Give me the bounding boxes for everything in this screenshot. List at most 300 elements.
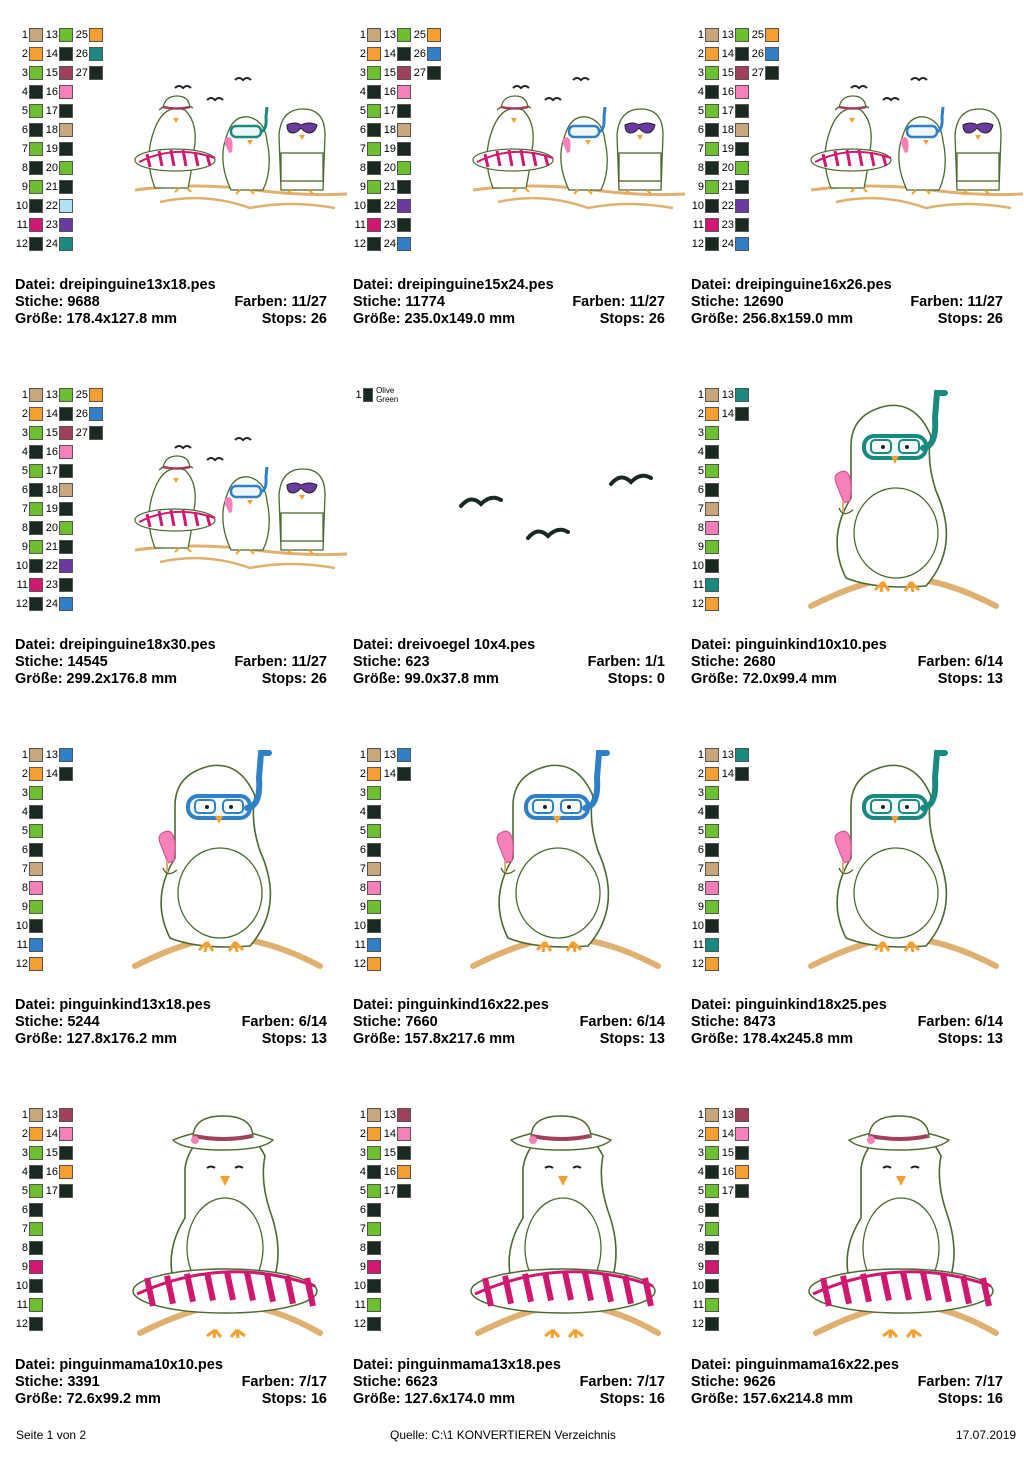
design-info [15, 997, 327, 1048]
size-line: Größe: 72.0x99.4 mm Stops: 13 [691, 671, 1003, 687]
stops-value: Stops: 16 [261, 1391, 327, 1407]
thread-color-swatch [351, 862, 381, 876]
thread-number: 1 [359, 1109, 366, 1121]
thread-color-swatch [43, 218, 73, 232]
thread-number: 2 [359, 1128, 366, 1140]
design-info [353, 1357, 665, 1408]
thread-color-swatch [13, 1317, 43, 1331]
thread-color-swatch [689, 180, 719, 194]
design-card [15, 28, 345, 388]
thread-color-box [705, 1165, 719, 1179]
thread-color-swatch [13, 142, 43, 156]
thread-color-swatch [689, 28, 719, 42]
thread-color-swatch [689, 445, 719, 459]
thread-color-box [29, 388, 43, 402]
thread-color-box [29, 748, 43, 762]
thread-number: 14 [721, 48, 734, 60]
thread-color-swatch [13, 426, 43, 440]
thread-color-swatch [719, 161, 749, 175]
thread-color-swatch [749, 28, 779, 42]
thread-color-box [367, 1146, 381, 1160]
thread-color-swatch [689, 1222, 719, 1236]
thread-number: 25 [751, 29, 764, 41]
thread-number: 17 [45, 105, 58, 117]
thread-color-swatch [351, 218, 381, 232]
thread-color-box [397, 161, 411, 175]
thread-color-swatch [689, 1184, 719, 1198]
thread-number: 5 [697, 465, 704, 477]
thread-color-box [29, 540, 43, 554]
embroidery-preview [453, 388, 685, 623]
thread-color-swatch [381, 104, 411, 118]
thread-color-swatch [381, 218, 411, 232]
thread-color-swatch [351, 900, 381, 914]
thread-number: 17 [45, 1185, 58, 1197]
thread-color-box [29, 483, 43, 497]
thread-color-box [397, 180, 411, 194]
thread-number: 14 [45, 768, 58, 780]
thread-color-swatch [351, 1108, 381, 1122]
thread-number: 14 [721, 768, 734, 780]
design-card [15, 1108, 345, 1468]
thread-number: 3 [697, 67, 704, 79]
thread-color-swatch [43, 748, 73, 762]
thread-color-box [705, 938, 719, 952]
thread-number: 23 [383, 219, 396, 231]
thread-color-swatch [749, 47, 779, 61]
thread-color-box [29, 47, 43, 61]
thread-color-swatch [13, 85, 43, 99]
thread-color-swatch [351, 824, 381, 838]
stops-value: Stops: 16 [937, 1391, 1003, 1407]
thread-color-box [705, 161, 719, 175]
thread-color-box [735, 1184, 749, 1198]
thread-color-box [29, 786, 43, 800]
thread-number: 7 [359, 1223, 366, 1235]
thread-number: 11 [16, 219, 28, 231]
thread-color-box [29, 1298, 43, 1312]
thread-color-box [29, 1260, 43, 1274]
thread-color-box [427, 28, 441, 42]
thread-color-box [427, 66, 441, 80]
thread-number: 7 [697, 863, 704, 875]
thread-color-swatch [13, 66, 43, 80]
thread-color-box [59, 521, 73, 535]
thread-number: 13 [383, 749, 396, 761]
thread-color-box [705, 767, 719, 781]
thread-color-swatch [43, 180, 73, 194]
thread-number: 26 [75, 48, 88, 60]
thread-color-box [705, 123, 719, 137]
thread-color-box [367, 237, 381, 251]
thread-color-box [367, 1298, 381, 1312]
thread-color-box [29, 464, 43, 478]
stitches-line: Stiche: 3391 Farben: 7/17 [15, 1374, 327, 1390]
stitches-line: Stiche: 14545 Farben: 11/27 [15, 654, 327, 670]
thread-number: 21 [721, 181, 734, 193]
thread-color-swatch [689, 1317, 719, 1331]
thread-number: 11 [16, 939, 28, 951]
thread-color-swatch [689, 142, 719, 156]
stitches-line: Stiche: 12690 Farben: 11/27 [691, 294, 1003, 310]
thread-color-box [59, 1184, 73, 1198]
embroidery-preview [791, 1108, 1023, 1343]
file-line: Datei: pinguinmama10x10.pes [15, 1357, 223, 1373]
thread-color-box [59, 66, 73, 80]
thread-number: 23 [45, 579, 58, 591]
thread-number: 16 [45, 86, 58, 98]
thread-color-box [705, 104, 719, 118]
thread-color-box [367, 1317, 381, 1331]
thread-color-box [705, 218, 719, 232]
thread-color-swatch [13, 1260, 43, 1274]
thread-color-swatch [13, 1184, 43, 1198]
thread-number: 1 [21, 1109, 28, 1121]
thread-color-box [367, 142, 381, 156]
thread-color-swatch [351, 1165, 381, 1179]
thread-number: 2 [697, 48, 704, 60]
file-line: Datei: pinguinmama16x22.pes [691, 1357, 899, 1373]
thread-number: 27 [413, 67, 426, 79]
thread-color-box [705, 919, 719, 933]
size-line: Größe: 157.8x217.6 mm Stops: 13 [353, 1031, 665, 1047]
colors-value: Farben: 11/27 [234, 294, 327, 310]
thread-color-swatch [351, 1279, 381, 1293]
thread-number: 15 [721, 1147, 734, 1159]
stitches-line: Stiche: 7660 Farben: 6/14 [353, 1014, 665, 1030]
thread-number: 6 [21, 844, 28, 856]
stitches-line: Stiche: 6623 Farben: 7/17 [353, 1374, 665, 1390]
thread-color-box [735, 123, 749, 137]
thread-color-box [367, 1279, 381, 1293]
thread-number: 1 [359, 29, 366, 41]
thread-color-box [705, 1184, 719, 1198]
thread-number: 1 [21, 749, 28, 761]
thread-number: 21 [45, 181, 58, 193]
thread-color-swatch [13, 881, 43, 895]
thread-number: 4 [697, 806, 704, 818]
thread-color-swatch [351, 843, 381, 857]
thread-number: 26 [751, 48, 764, 60]
thread-color-box [705, 28, 719, 42]
thread-color-box [367, 161, 381, 175]
thread-color-box [765, 28, 779, 42]
thread-number: 8 [21, 162, 28, 174]
thread-number: 8 [697, 1242, 704, 1254]
thread-color-box [367, 1203, 381, 1217]
file-line: Datei: pinguinkind10x10.pes [691, 637, 887, 653]
thread-color-box [29, 123, 43, 137]
thread-color-box [705, 1317, 719, 1331]
thread-color-swatch [13, 805, 43, 819]
thread-color-box [705, 1222, 719, 1236]
thread-color-box [59, 1165, 73, 1179]
thread-number: 14 [721, 1128, 734, 1140]
thread-number: 22 [383, 200, 396, 212]
thread-number: 9 [21, 541, 28, 553]
thread-number: 26 [413, 48, 426, 60]
thread-number: 27 [751, 67, 764, 79]
thread-number: 20 [383, 162, 396, 174]
design-card [353, 28, 683, 388]
thread-number: 26 [75, 408, 88, 420]
thread-color-swatch [43, 540, 73, 554]
thread-number: 1 [359, 749, 366, 761]
thread-color-box [367, 1241, 381, 1255]
thread-color-box [367, 218, 381, 232]
thread-color-swatch [73, 407, 103, 421]
thread-number: 14 [383, 1128, 396, 1140]
thread-color-box [29, 237, 43, 251]
thread-color-box [59, 218, 73, 232]
thread-number: 7 [697, 143, 704, 155]
thread-color-swatch [411, 28, 441, 42]
thread-color-swatch [13, 862, 43, 876]
thread-number: 24 [45, 598, 58, 610]
thread-number: 6 [697, 1204, 704, 1216]
thread-color-swatch [719, 1165, 749, 1179]
colors-value: Farben: 11/27 [234, 654, 327, 670]
thread-color-box [735, 407, 749, 421]
thread-number: 19 [383, 143, 396, 155]
thread-color-box [59, 237, 73, 251]
thread-number: 12 [691, 598, 704, 610]
thread-color-swatch [43, 237, 73, 251]
thread-color-box [705, 426, 719, 440]
thread-number: 8 [21, 1242, 28, 1254]
thread-color-swatch [719, 180, 749, 194]
thread-color-box [705, 407, 719, 421]
thread-color-swatch [43, 199, 73, 213]
thread-color-swatch [43, 767, 73, 781]
thread-number: 19 [45, 143, 58, 155]
thread-number: 12 [691, 1318, 704, 1330]
thread-color-box [705, 957, 719, 971]
design-info [15, 1357, 327, 1408]
thread-color-box [705, 843, 719, 857]
thread-color-swatch [13, 1203, 43, 1217]
stops-value: Stops: 0 [607, 671, 665, 687]
thread-color-swatch [689, 237, 719, 251]
design-info [353, 997, 665, 1048]
thread-number: 6 [21, 484, 28, 496]
thread-color-swatch [13, 388, 43, 402]
thread-color-box [705, 388, 719, 402]
thread-color-swatch [351, 388, 406, 402]
thread-number: 24 [721, 238, 734, 250]
thread-color-box [29, 597, 43, 611]
thread-color-box [397, 1165, 411, 1179]
thread-color-swatch [43, 597, 73, 611]
thread-number: 14 [383, 48, 396, 60]
thread-color-swatch [689, 862, 719, 876]
thread-color-swatch [13, 1279, 43, 1293]
thread-color-box [397, 1127, 411, 1141]
thread-color-swatch [43, 521, 73, 535]
thread-number: 7 [359, 143, 366, 155]
thread-color-box [735, 237, 749, 251]
thread-color-swatch [689, 47, 719, 61]
thread-color-swatch [351, 938, 381, 952]
thread-number: 4 [359, 806, 366, 818]
thread-color-swatch [13, 445, 43, 459]
thread-color-swatch [381, 199, 411, 213]
thread-color-box [705, 180, 719, 194]
thread-number: 5 [21, 1185, 28, 1197]
thread-color-box [29, 1317, 43, 1331]
thread-number: 10 [353, 200, 366, 212]
thread-color-swatch [689, 502, 719, 516]
colors-value: Farben: 6/14 [917, 654, 1003, 670]
thread-color-swatch [13, 843, 43, 857]
design-info [353, 277, 665, 328]
thread-color-swatch [43, 578, 73, 592]
thread-color-swatch [689, 104, 719, 118]
thread-color-swatch [719, 1146, 749, 1160]
design-card [15, 748, 345, 1108]
thread-color-box [29, 521, 43, 535]
thread-color-swatch [351, 1317, 381, 1331]
embroidery-preview [453, 748, 685, 983]
thread-number: 1 [697, 1109, 704, 1121]
thread-color-swatch [43, 445, 73, 459]
thread-number: 5 [697, 1185, 704, 1197]
thread-color-box [735, 161, 749, 175]
stops-value: Stops: 13 [599, 1031, 665, 1047]
thread-color-swatch [351, 85, 381, 99]
thread-color-box [59, 426, 73, 440]
thread-number: 7 [21, 863, 28, 875]
thread-number: 10 [353, 1280, 366, 1292]
thread-color-box [705, 1260, 719, 1274]
thread-color-box [397, 104, 411, 118]
thread-color-swatch [719, 1108, 749, 1122]
thread-color-swatch [351, 1146, 381, 1160]
thread-color-box [59, 464, 73, 478]
thread-color-swatch [351, 1127, 381, 1141]
thread-color-box [735, 104, 749, 118]
thread-color-swatch [13, 521, 43, 535]
thread-number: 16 [721, 86, 734, 98]
size-line: Größe: 256.8x159.0 mm Stops: 26 [691, 311, 1003, 327]
print-date: 17.07.2019 [956, 1428, 1017, 1442]
thread-color-box [367, 104, 381, 118]
thread-color-box [59, 1146, 73, 1160]
thread-color-box [735, 218, 749, 232]
thread-color-box [59, 559, 73, 573]
thread-color-box [367, 805, 381, 819]
thread-number: 16 [721, 1166, 734, 1178]
thread-number: 10 [15, 200, 28, 212]
thread-color-swatch [13, 1298, 43, 1312]
thread-color-swatch [351, 957, 381, 971]
thread-color-box [59, 199, 73, 213]
colors-value: Farben: 7/17 [917, 1374, 1003, 1390]
thread-color-box [59, 123, 73, 137]
thread-number: 8 [359, 1242, 366, 1254]
thread-color-box [29, 161, 43, 175]
stops-value: Stops: 16 [599, 1391, 665, 1407]
thread-color-box [705, 559, 719, 573]
thread-number: 13 [721, 1109, 734, 1121]
thread-color-box [397, 1108, 411, 1122]
thread-number: 4 [697, 86, 704, 98]
thread-color-swatch [13, 464, 43, 478]
thread-number: 3 [359, 67, 366, 79]
file-line: Datei: pinguinkind13x18.pes [15, 997, 211, 1013]
thread-number: 6 [359, 124, 366, 136]
thread-number: 12 [353, 238, 366, 250]
thread-number: 8 [21, 882, 28, 894]
thread-number: 11 [354, 1299, 366, 1311]
thread-number: 11 [692, 579, 704, 591]
thread-number: 13 [721, 389, 734, 401]
thread-color-swatch [689, 1260, 719, 1274]
thread-color-swatch [43, 1146, 73, 1160]
thread-color-swatch [13, 559, 43, 573]
thread-color-box [705, 805, 719, 819]
thread-color-swatch [381, 47, 411, 61]
thread-number: 25 [413, 29, 426, 41]
thread-color-swatch [13, 957, 43, 971]
thread-color-swatch [689, 1298, 719, 1312]
page-number: Seite 1 von 2 [16, 1428, 87, 1442]
thread-color-box [705, 578, 719, 592]
thread-number: 24 [383, 238, 396, 250]
thread-color-box [705, 900, 719, 914]
thread-color-box [29, 919, 43, 933]
thread-number: 16 [383, 1166, 396, 1178]
thread-color-swatch [689, 464, 719, 478]
thread-number: 14 [721, 408, 734, 420]
thread-color-swatch [689, 767, 719, 781]
colors-value: Farben: 11/27 [910, 294, 1003, 310]
thread-number: 4 [21, 86, 28, 98]
thread-color-swatch [43, 1127, 73, 1141]
thread-number: 11 [692, 939, 704, 951]
thread-color-swatch [351, 767, 381, 781]
thread-color-box [705, 862, 719, 876]
thread-color-box [29, 445, 43, 459]
thread-color-swatch [43, 85, 73, 99]
design-card [691, 388, 1021, 748]
thread-color-swatch [351, 161, 381, 175]
thread-number: 9 [697, 901, 704, 913]
thread-color-swatch [689, 957, 719, 971]
thread-color-box [367, 85, 381, 99]
thread-color-swatch [13, 1222, 43, 1236]
thread-color-swatch [719, 199, 749, 213]
thread-color-box [367, 199, 381, 213]
thread-number: 1 [21, 29, 28, 41]
embroidery-preview [791, 388, 1023, 623]
thread-color-swatch [689, 161, 719, 175]
thread-color-box [735, 85, 749, 99]
thread-number: 12 [353, 958, 366, 970]
thread-color-swatch [381, 237, 411, 251]
thread-color-box [29, 559, 43, 573]
thread-number: 12 [353, 1318, 366, 1330]
thread-color-box [735, 1165, 749, 1179]
thread-color-swatch [719, 1127, 749, 1141]
thread-color-box [29, 1165, 43, 1179]
thread-number: 10 [353, 920, 366, 932]
thread-color-swatch [689, 919, 719, 933]
thread-number: 4 [697, 446, 704, 458]
thread-color-box [705, 199, 719, 213]
thread-color-box [367, 824, 381, 838]
thread-color-swatch [43, 464, 73, 478]
